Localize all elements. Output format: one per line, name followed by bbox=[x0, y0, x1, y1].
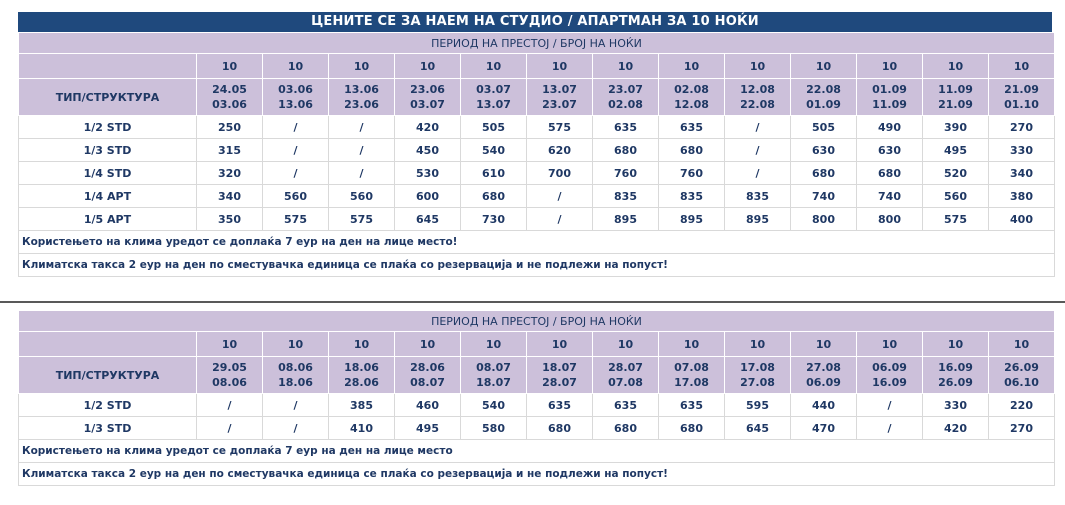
date-to: 06.10 bbox=[1004, 376, 1039, 389]
price-cell: 470 bbox=[791, 417, 857, 440]
price-cell: 495 bbox=[395, 417, 461, 440]
date-from: 01.09 bbox=[872, 83, 907, 96]
price-cell: 740 bbox=[857, 185, 923, 208]
date-range-cell bbox=[593, 357, 659, 394]
period-header: ПЕРИОД НА ПРЕСТОЈ / БРОЈ НА НОЌИ bbox=[19, 311, 1055, 332]
table-row bbox=[19, 394, 1055, 417]
nights-cell: 10 bbox=[593, 54, 659, 79]
date-to: 07.08 bbox=[608, 376, 643, 389]
date-from: 28.07 bbox=[608, 361, 643, 374]
price-cell: 635 bbox=[659, 394, 725, 417]
nights-cell: 10 bbox=[197, 54, 263, 79]
price-cell: 645 bbox=[395, 208, 461, 231]
date-range-cell bbox=[989, 79, 1055, 116]
date-to: 02.08 bbox=[608, 98, 643, 111]
nights-cell: 10 bbox=[329, 332, 395, 357]
date-range-cell bbox=[659, 79, 725, 116]
price-cell: 450 bbox=[395, 139, 461, 162]
date-to: 23.07 bbox=[542, 98, 577, 111]
price-cell: 530 bbox=[395, 162, 461, 185]
price-cell: 575 bbox=[923, 208, 989, 231]
price-cell: 385 bbox=[329, 394, 395, 417]
table-row bbox=[19, 139, 1055, 162]
date-from: 26.09 bbox=[1004, 361, 1039, 374]
date-to: 28.07 bbox=[542, 376, 577, 389]
price-cell: 635 bbox=[659, 116, 725, 139]
price-cell: / bbox=[197, 417, 263, 440]
price-cell: / bbox=[725, 139, 791, 162]
date-from: 28.06 bbox=[410, 361, 445, 374]
price-cell: 740 bbox=[791, 185, 857, 208]
date-range-cell bbox=[197, 357, 263, 394]
price-cell: 835 bbox=[725, 185, 791, 208]
nights-cell: 10 bbox=[527, 332, 593, 357]
date-to: 18.06 bbox=[278, 376, 313, 389]
price-cell: 800 bbox=[791, 208, 857, 231]
nights-cell: 10 bbox=[857, 332, 923, 357]
price-cell: 460 bbox=[395, 394, 461, 417]
date-range-cell bbox=[461, 357, 527, 394]
date-to: 06.09 bbox=[806, 376, 841, 389]
room-type: 1/3 STD bbox=[19, 139, 197, 162]
note-tourist-tax: Климатска такса 2 еур на ден по сместувачка единица се плаќа со резервација и не подлежи на попуст! bbox=[19, 254, 1055, 277]
price-cell: 620 bbox=[527, 139, 593, 162]
date-range-cell bbox=[263, 79, 329, 116]
date-range-cell bbox=[857, 357, 923, 394]
date-range-cell bbox=[857, 79, 923, 116]
nights-cell: 10 bbox=[461, 332, 527, 357]
date-range-cell bbox=[923, 357, 989, 394]
price-cell: 340 bbox=[197, 185, 263, 208]
date-to: 28.06 bbox=[344, 376, 379, 389]
nights-cell: 10 bbox=[659, 54, 725, 79]
price-cell: / bbox=[197, 394, 263, 417]
price-cell: 575 bbox=[527, 116, 593, 139]
date-range-cell bbox=[725, 357, 791, 394]
price-cell: 400 bbox=[989, 208, 1055, 231]
price-cell: / bbox=[329, 162, 395, 185]
date-from: 13.06 bbox=[344, 83, 379, 96]
price-cell: / bbox=[329, 139, 395, 162]
date-range-cell bbox=[989, 357, 1055, 394]
price-cell: / bbox=[857, 417, 923, 440]
date-from: 27.08 bbox=[806, 361, 841, 374]
price-cell: / bbox=[527, 185, 593, 208]
date-from: 08.06 bbox=[278, 361, 313, 374]
price-cell: 540 bbox=[461, 139, 527, 162]
date-range-cell bbox=[329, 79, 395, 116]
date-range-cell bbox=[791, 79, 857, 116]
period-header: ПЕРИОД НА ПРЕСТОЈ / БРОЈ НА НОЌИ bbox=[19, 33, 1055, 54]
price-cell: 595 bbox=[725, 394, 791, 417]
date-to: 03.06 bbox=[212, 98, 247, 111]
date-to: 22.08 bbox=[740, 98, 775, 111]
nights-cell: 10 bbox=[395, 332, 461, 357]
table-row bbox=[19, 162, 1055, 185]
date-from: 24.05 bbox=[212, 83, 247, 96]
price-cell: 645 bbox=[725, 417, 791, 440]
price-cell: 315 bbox=[197, 139, 263, 162]
nights-cell: 10 bbox=[725, 332, 791, 357]
price-cell: 630 bbox=[791, 139, 857, 162]
note-tourist-tax: Климатска такса 2 еур на ден по сместувачка единица се плаќа со резервација и не подлежи на попуст! bbox=[19, 463, 1055, 486]
price-cell: 700 bbox=[527, 162, 593, 185]
table-row bbox=[19, 116, 1055, 139]
price-cell: / bbox=[527, 208, 593, 231]
date-to: 16.09 bbox=[872, 376, 907, 389]
price-cell: / bbox=[725, 162, 791, 185]
date-range-cell bbox=[527, 79, 593, 116]
date-from: 02.08 bbox=[674, 83, 709, 96]
date-to: 03.07 bbox=[410, 98, 445, 111]
price-cell: 330 bbox=[923, 394, 989, 417]
price-cell: 630 bbox=[857, 139, 923, 162]
nights-cell: 10 bbox=[263, 332, 329, 357]
date-range-cell bbox=[395, 357, 461, 394]
nights-cell: 10 bbox=[197, 332, 263, 357]
room-type: 1/4 APT bbox=[19, 185, 197, 208]
date-range-cell bbox=[197, 79, 263, 116]
date-range-cell bbox=[791, 357, 857, 394]
date-to: 21.09 bbox=[938, 98, 973, 111]
date-to: 12.08 bbox=[674, 98, 709, 111]
price-cell: 560 bbox=[923, 185, 989, 208]
price-cell: 895 bbox=[659, 208, 725, 231]
nights-cell: 10 bbox=[989, 54, 1055, 79]
price-cell: 835 bbox=[659, 185, 725, 208]
date-range-cell bbox=[659, 357, 725, 394]
price-cell: 835 bbox=[593, 185, 659, 208]
date-from: 08.07 bbox=[476, 361, 511, 374]
date-from: 17.08 bbox=[740, 361, 775, 374]
room-type: 1/2 STD bbox=[19, 394, 197, 417]
price-cell: / bbox=[263, 139, 329, 162]
price-table-1 bbox=[18, 32, 1055, 277]
blank-cell bbox=[19, 54, 197, 79]
price-cell: 800 bbox=[857, 208, 923, 231]
nights-cell: 10 bbox=[395, 54, 461, 79]
price-cell: 380 bbox=[989, 185, 1055, 208]
date-range-cell bbox=[923, 79, 989, 116]
date-to: 26.09 bbox=[938, 376, 973, 389]
table-row bbox=[19, 417, 1055, 440]
date-from: 13.07 bbox=[542, 83, 577, 96]
nights-cell: 10 bbox=[329, 54, 395, 79]
date-range-cell bbox=[395, 79, 461, 116]
section-divider bbox=[0, 301, 1065, 303]
date-from: 16.09 bbox=[938, 361, 973, 374]
room-type: 1/5 APT bbox=[19, 208, 197, 231]
price-cell: 340 bbox=[989, 162, 1055, 185]
price-cell: 575 bbox=[263, 208, 329, 231]
price-cell: 520 bbox=[923, 162, 989, 185]
price-cell: 390 bbox=[923, 116, 989, 139]
page-title: ЦЕНИТЕ СЕ ЗА НАЕМ НА СТУДИО / АПАРТМАН ЗА 10 НОЌИ bbox=[18, 12, 1052, 32]
date-to: 08.06 bbox=[212, 376, 247, 389]
date-from: 06.09 bbox=[872, 361, 907, 374]
date-from: 21.09 bbox=[1004, 83, 1039, 96]
price-cell: 440 bbox=[791, 394, 857, 417]
price-cell: / bbox=[263, 417, 329, 440]
nights-cell: 10 bbox=[725, 54, 791, 79]
date-from: 29.05 bbox=[212, 361, 247, 374]
price-cell: 680 bbox=[593, 417, 659, 440]
price-cell: 600 bbox=[395, 185, 461, 208]
room-type: 1/2 STD bbox=[19, 116, 197, 139]
date-to: 01.10 bbox=[1004, 98, 1039, 111]
price-cell: 540 bbox=[461, 394, 527, 417]
nights-cell: 10 bbox=[989, 332, 1055, 357]
room-type: 1/3 STD bbox=[19, 417, 197, 440]
nights-cell: 10 bbox=[923, 332, 989, 357]
date-to: 13.06 bbox=[278, 98, 313, 111]
price-cell: 680 bbox=[527, 417, 593, 440]
date-to: 13.07 bbox=[476, 98, 511, 111]
date-range-cell bbox=[329, 357, 395, 394]
date-to: 11.09 bbox=[872, 98, 907, 111]
date-from: 23.06 bbox=[410, 83, 445, 96]
price-cell: 730 bbox=[461, 208, 527, 231]
date-range-cell bbox=[461, 79, 527, 116]
price-cell: 895 bbox=[725, 208, 791, 231]
date-to: 01.09 bbox=[806, 98, 841, 111]
price-cell: 420 bbox=[923, 417, 989, 440]
price-table-2 bbox=[18, 310, 1055, 486]
date-range-cell bbox=[593, 79, 659, 116]
price-cell: 560 bbox=[263, 185, 329, 208]
nights-cell: 10 bbox=[263, 54, 329, 79]
price-cell: 680 bbox=[659, 139, 725, 162]
note-air-conditioning: Користењето на клима уредот се доплаќа 7 еур на ден на лице место bbox=[19, 440, 1055, 463]
price-cell: 495 bbox=[923, 139, 989, 162]
price-cell: 680 bbox=[659, 417, 725, 440]
price-cell: 420 bbox=[395, 116, 461, 139]
nights-cell: 10 bbox=[923, 54, 989, 79]
price-cell: 580 bbox=[461, 417, 527, 440]
date-from: 18.06 bbox=[344, 361, 379, 374]
date-to: 18.07 bbox=[476, 376, 511, 389]
date-to: 08.07 bbox=[410, 376, 445, 389]
date-range-cell bbox=[263, 357, 329, 394]
price-cell: 635 bbox=[593, 116, 659, 139]
price-cell: 635 bbox=[593, 394, 659, 417]
price-cell: / bbox=[857, 394, 923, 417]
date-range-cell bbox=[725, 79, 791, 116]
price-cell: / bbox=[329, 116, 395, 139]
price-cell: 490 bbox=[857, 116, 923, 139]
type-header: ТИП/СТРУКТУРА bbox=[19, 357, 197, 394]
date-from: 23.07 bbox=[608, 83, 643, 96]
date-from: 18.07 bbox=[542, 361, 577, 374]
price-cell: 350 bbox=[197, 208, 263, 231]
date-from: 12.08 bbox=[740, 83, 775, 96]
price-cell: / bbox=[263, 116, 329, 139]
date-to: 27.08 bbox=[740, 376, 775, 389]
date-from: 07.08 bbox=[674, 361, 709, 374]
nights-cell: 10 bbox=[791, 332, 857, 357]
nights-cell: 10 bbox=[659, 332, 725, 357]
price-cell: 760 bbox=[593, 162, 659, 185]
price-cell: 680 bbox=[461, 185, 527, 208]
nights-cell: 10 bbox=[857, 54, 923, 79]
nights-cell: 10 bbox=[791, 54, 857, 79]
table-row bbox=[19, 185, 1055, 208]
date-from: 22.08 bbox=[806, 83, 841, 96]
date-from: 03.06 bbox=[278, 83, 313, 96]
price-cell: 680 bbox=[857, 162, 923, 185]
price-cell: 270 bbox=[989, 116, 1055, 139]
price-cell: 330 bbox=[989, 139, 1055, 162]
price-cell: 680 bbox=[593, 139, 659, 162]
price-cell: 635 bbox=[527, 394, 593, 417]
price-cell: 680 bbox=[791, 162, 857, 185]
date-from: 11.09 bbox=[938, 83, 973, 96]
price-cell: 270 bbox=[989, 417, 1055, 440]
price-cell: 895 bbox=[593, 208, 659, 231]
price-cell: 250 bbox=[197, 116, 263, 139]
date-to: 23.06 bbox=[344, 98, 379, 111]
price-cell: 410 bbox=[329, 417, 395, 440]
price-cell: / bbox=[263, 162, 329, 185]
nights-cell: 10 bbox=[593, 332, 659, 357]
nights-cell: 10 bbox=[461, 54, 527, 79]
table-row bbox=[19, 208, 1055, 231]
price-cell: / bbox=[725, 116, 791, 139]
type-header: ТИП/СТРУКТУРА bbox=[19, 79, 197, 116]
price-cell: / bbox=[263, 394, 329, 417]
price-cell: 610 bbox=[461, 162, 527, 185]
price-cell: 505 bbox=[461, 116, 527, 139]
room-type: 1/4 STD bbox=[19, 162, 197, 185]
note-air-conditioning: Користењето на клима уредот се доплаќа 7 еур на ден на лице место! bbox=[19, 231, 1055, 254]
price-cell: 220 bbox=[989, 394, 1055, 417]
date-to: 17.08 bbox=[674, 376, 709, 389]
price-cell: 575 bbox=[329, 208, 395, 231]
price-cell: 320 bbox=[197, 162, 263, 185]
price-cell: 560 bbox=[329, 185, 395, 208]
nights-cell: 10 bbox=[527, 54, 593, 79]
date-from: 03.07 bbox=[476, 83, 511, 96]
price-cell: 760 bbox=[659, 162, 725, 185]
blank-cell bbox=[19, 332, 197, 357]
price-cell: 505 bbox=[791, 116, 857, 139]
date-range-cell bbox=[527, 357, 593, 394]
